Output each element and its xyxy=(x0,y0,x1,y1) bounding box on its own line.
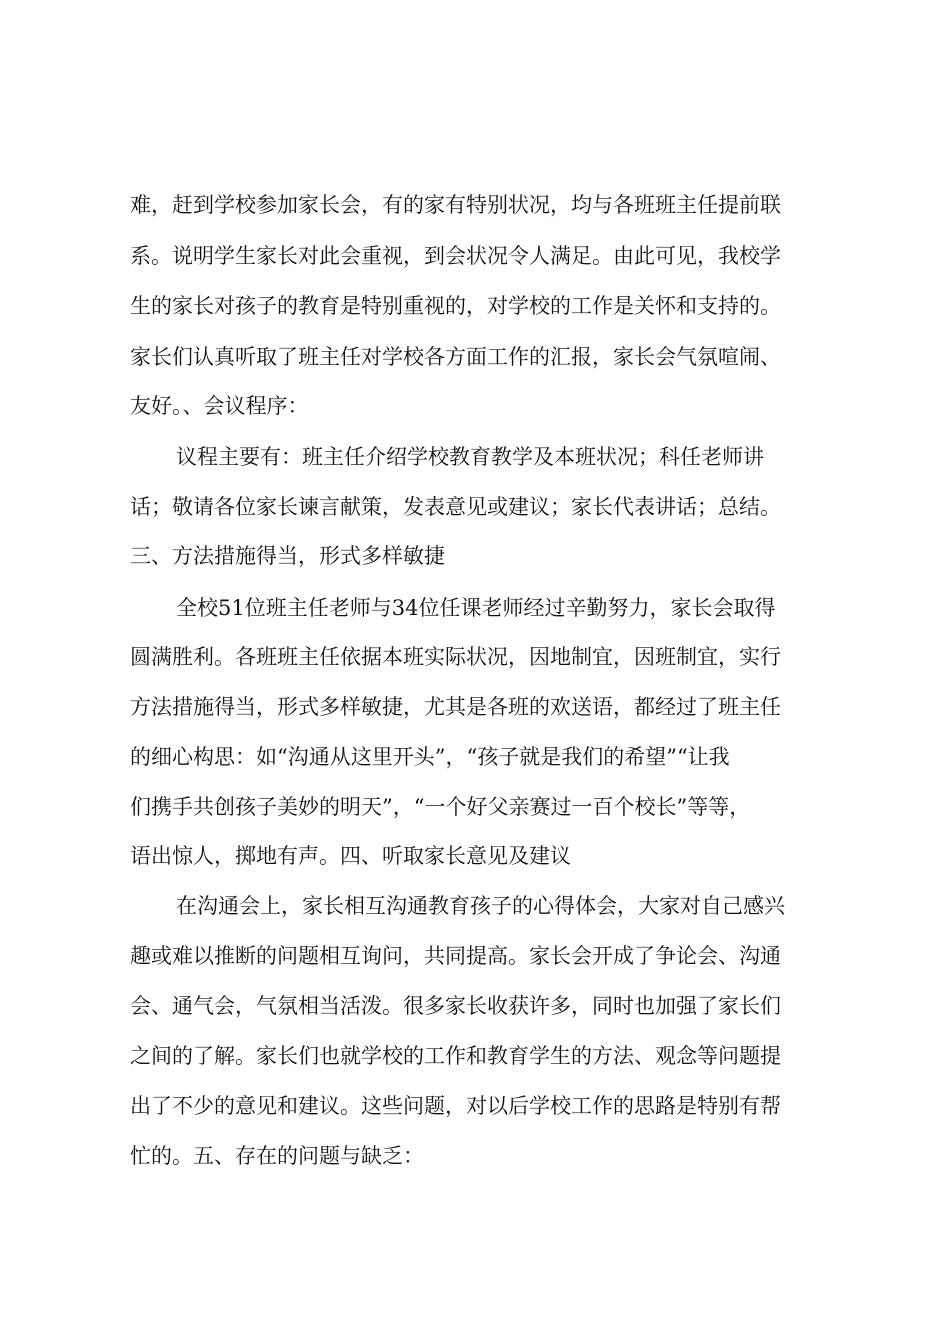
text-line: 系。说明学生家长对此会重视，到会状况令人满足。由此可见，我校学 xyxy=(130,244,781,268)
text-line: 话；敬请各位家长谏言献策，发表意见或建议；家长代表讲话；总结。 xyxy=(130,495,781,519)
text-line: 圆满胜利。各班班主任依据本班实际状况，因地制宜，因班制宜，实行 xyxy=(130,645,781,669)
text-line: 友好。、会议程序： xyxy=(130,394,309,418)
text-line: 方法措施得当，形式多样敏捷，尤其是各班的欢送语，都经过了班主任 xyxy=(130,695,781,719)
text-line: 会、通气会，气氛相当活泼。很多家长收获许多，同时也加强了家长们 xyxy=(130,994,781,1018)
text-line: 难，赶到学校参加家长会，有的家有特别状况，均与各班班主任提前联 xyxy=(130,193,781,217)
text-line: 生的家长对孩子的教育是特别重视的，对学校的工作是关怀和支持的。 xyxy=(130,294,781,318)
section-heading: 三、方法措施得当，形式多样敏捷 xyxy=(130,544,445,568)
text-line: 全校51位班主任老师与34位任课老师经过辛勤努力，家长会取得 xyxy=(176,596,776,620)
text-line: 在沟通会上，家长相互沟通教育孩子的心得体会，大家对自己感兴 xyxy=(176,894,785,918)
text-line: 出了不少的意见和建议。这些问题，对以后学校工作的思路是特别有帮 xyxy=(130,1094,781,1118)
text-line: 议程主要有：班主任介绍学校教育教学及本班状况；科任老师讲 xyxy=(176,445,764,469)
text-line: 的细心构思：如“沟通从这里开头”，“孩子就是我们的希望”“让我 xyxy=(130,745,730,769)
text-line: 趣或难以推断的问题相互询问，共同提高。家长会开成了争论会、沟通 xyxy=(130,944,781,968)
text-line: 语出惊人，掷地有声。四、听取家长意见及建议 xyxy=(130,844,571,868)
text-line: 们携手共创孩子美妙的明天”，“一个好父亲赛过一百个校长”等等， xyxy=(130,795,751,819)
text-line: 忙的。五、存在的问题与缺乏： xyxy=(130,1144,424,1168)
text-line: 之间的了解。家长们也就学校的工作和教育学生的方法、观念等问题提 xyxy=(130,1044,781,1068)
text-line: 家长们认真听取了班主任对学校各方面工作的汇报，家长会气氛喧闹、 xyxy=(130,345,781,369)
